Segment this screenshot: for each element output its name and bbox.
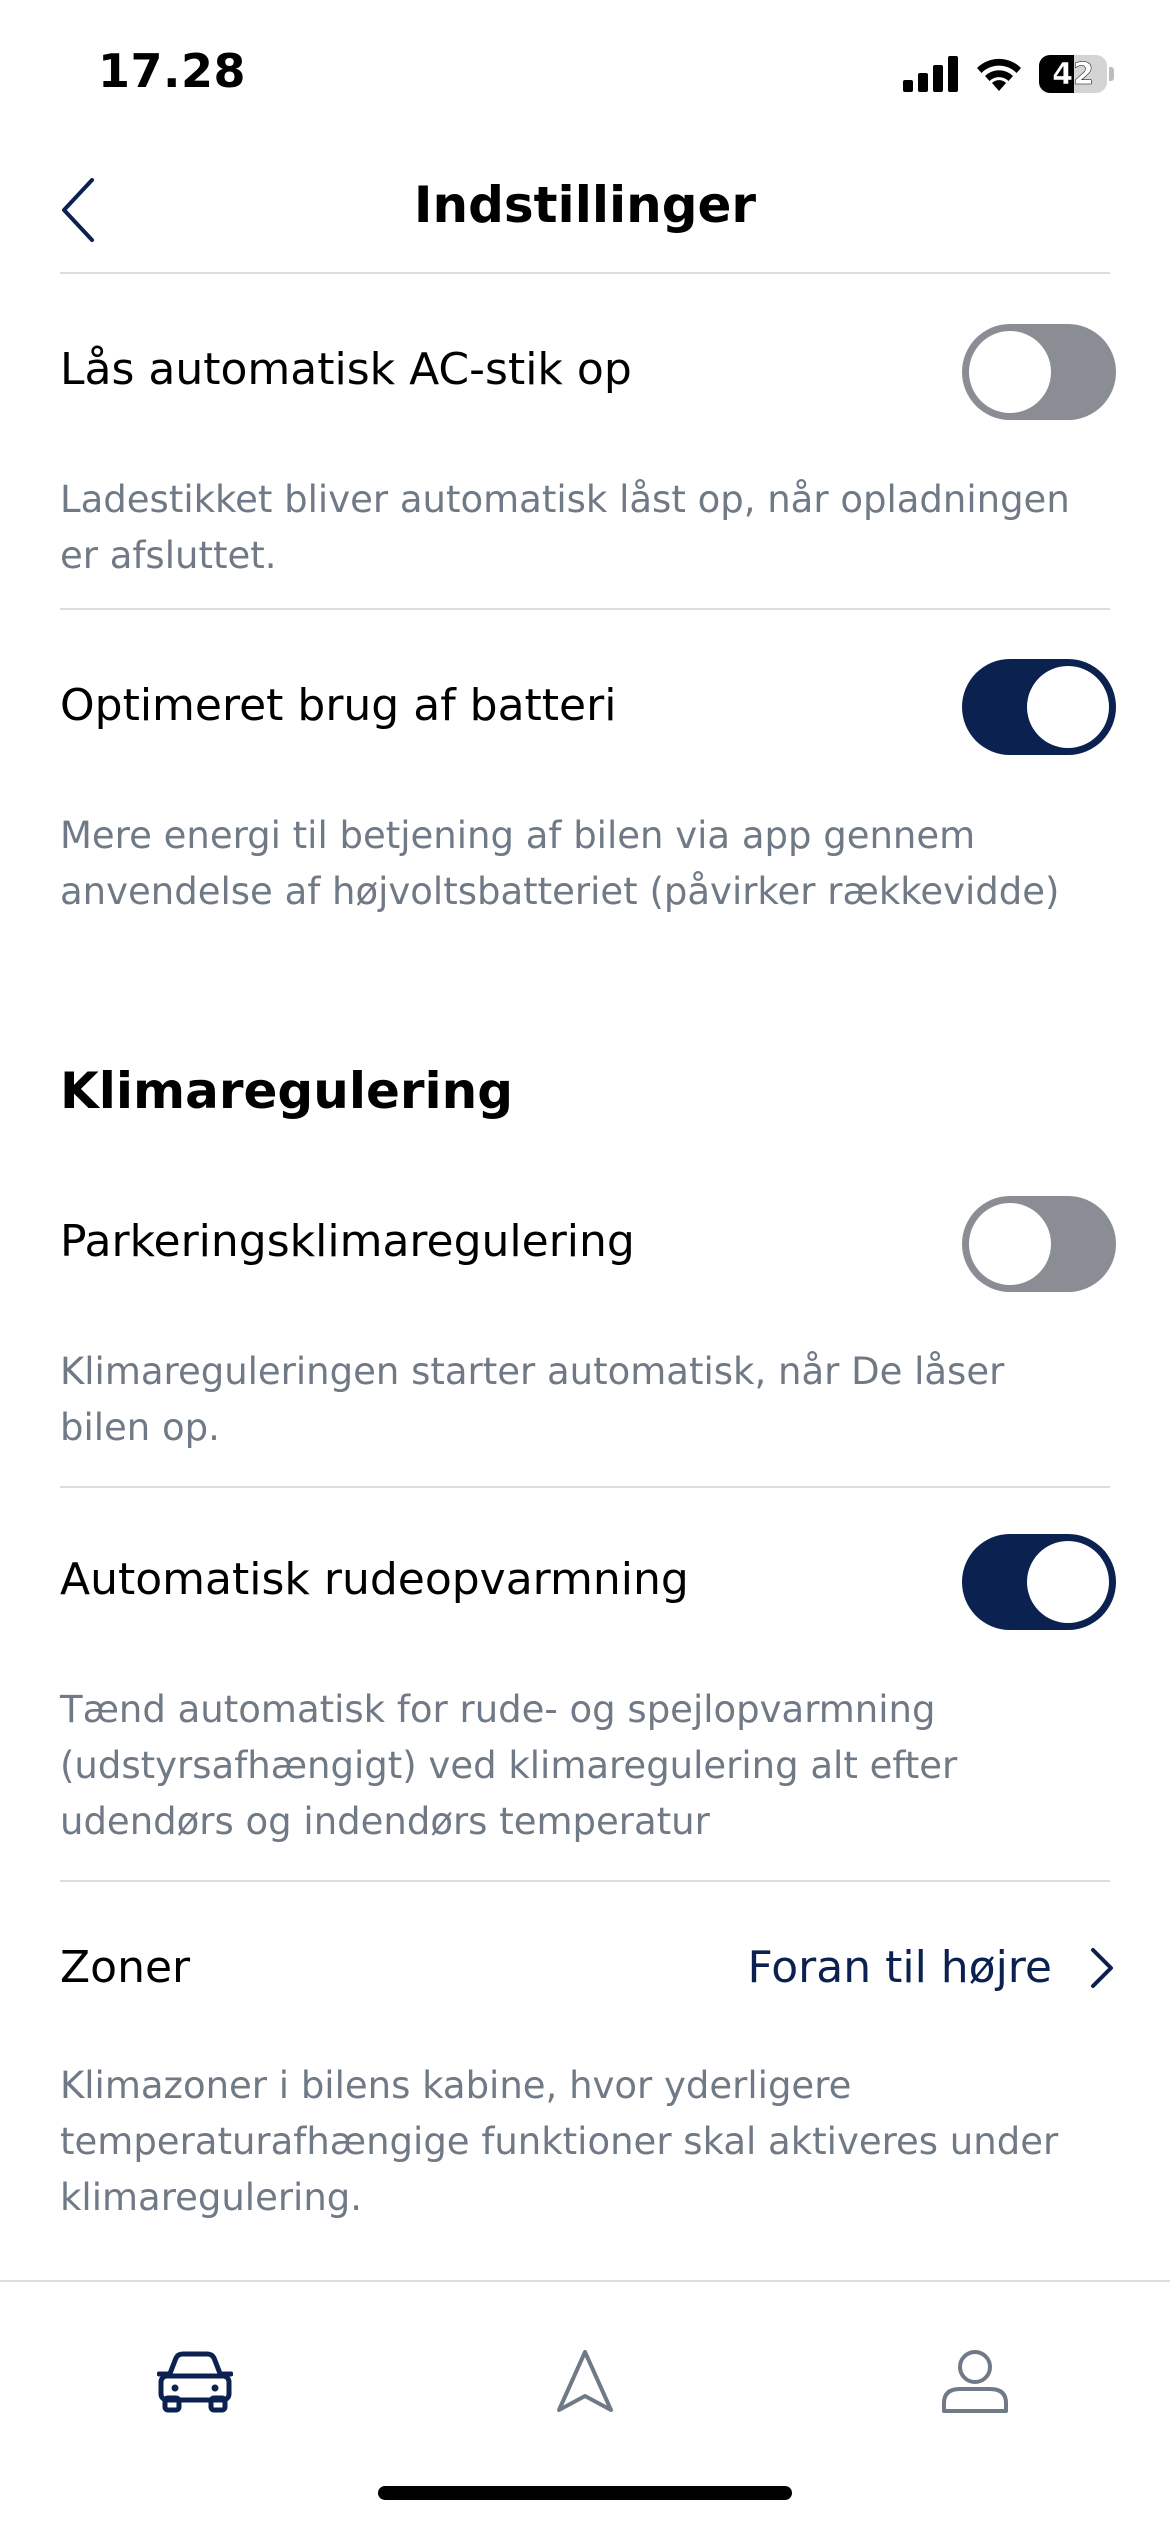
status-bar (0, 0, 1170, 150)
divider (60, 1486, 1110, 1488)
auto-window-heating-toggle[interactable] (962, 1534, 1116, 1630)
toggle-knob (969, 1203, 1051, 1285)
auto-window-heating-description: Tænd automatisk for rude- og spejlopvarmning (udstyrsafhængigt) ved klimaregulering alt efter udendørs og indendørs temperatur (60, 1688, 958, 1843)
climate-section-title: Klimaregulering (60, 1062, 514, 1120)
divider (60, 608, 1110, 610)
optimized-battery-description: Mere energi til betjening af bilen via app gennem anvendelse af højvoltsbatteriet (påvirker rækkevidde) (60, 814, 1060, 913)
auto-unlock-ac-description: Ladestikket bliver automatisk låst op, når opladningen er afsluttet. (60, 478, 1070, 577)
parking-climate-toggle[interactable] (962, 1196, 1116, 1292)
toggle-knob (1027, 1541, 1109, 1623)
toggle-knob (969, 331, 1051, 413)
status-icons (903, 52, 1114, 96)
tab-profile[interactable] (915, 2322, 1035, 2442)
home-indicator (378, 2486, 792, 2500)
tab-navigation[interactable] (525, 2322, 645, 2442)
status-time: 17.28 (98, 44, 247, 98)
cellular-signal-icon (903, 56, 959, 92)
auto-unlock-ac-label: Lås automatisk AC-stik op (60, 344, 632, 395)
divider (60, 272, 1110, 274)
auto-unlock-ac-toggle[interactable] (962, 324, 1116, 420)
navigation-icon (555, 2348, 615, 2416)
optimized-battery-label: Optimeret brug af batteri (60, 680, 617, 731)
zones-description: Klimazoner i bilens kabine, hvor yderligere temperaturafhængige funktioner skal aktiveres under klimaregulering. (60, 2064, 1059, 2219)
auto-window-heating-label: Automatisk rudeopvarmning (60, 1554, 689, 1605)
nav-header (0, 150, 1170, 274)
optimized-battery-toggle[interactable] (962, 659, 1116, 755)
profile-icon (940, 2349, 1010, 2415)
tab-car[interactable] (135, 2322, 255, 2442)
car-icon (157, 2350, 233, 2414)
battery-tip (1109, 67, 1114, 81)
battery-icon (1039, 55, 1107, 93)
wifi-icon (973, 55, 1025, 93)
page-title: Indstillinger (413, 176, 757, 234)
chevron-right-icon[interactable] (1088, 1946, 1116, 1990)
toggle-knob (1027, 666, 1109, 748)
zones-label[interactable]: Zoner (60, 1942, 191, 1993)
divider (60, 1880, 1110, 1882)
parking-climate-label: Parkeringsklimaregulering (60, 1216, 635, 1267)
parking-climate-description: Klimareguleringen starter automatisk, når De låser bilen op. (60, 1350, 1005, 1449)
battery-level: 42 (1052, 56, 1094, 92)
zones-value[interactable]: Foran til højre (747, 1942, 1052, 1993)
